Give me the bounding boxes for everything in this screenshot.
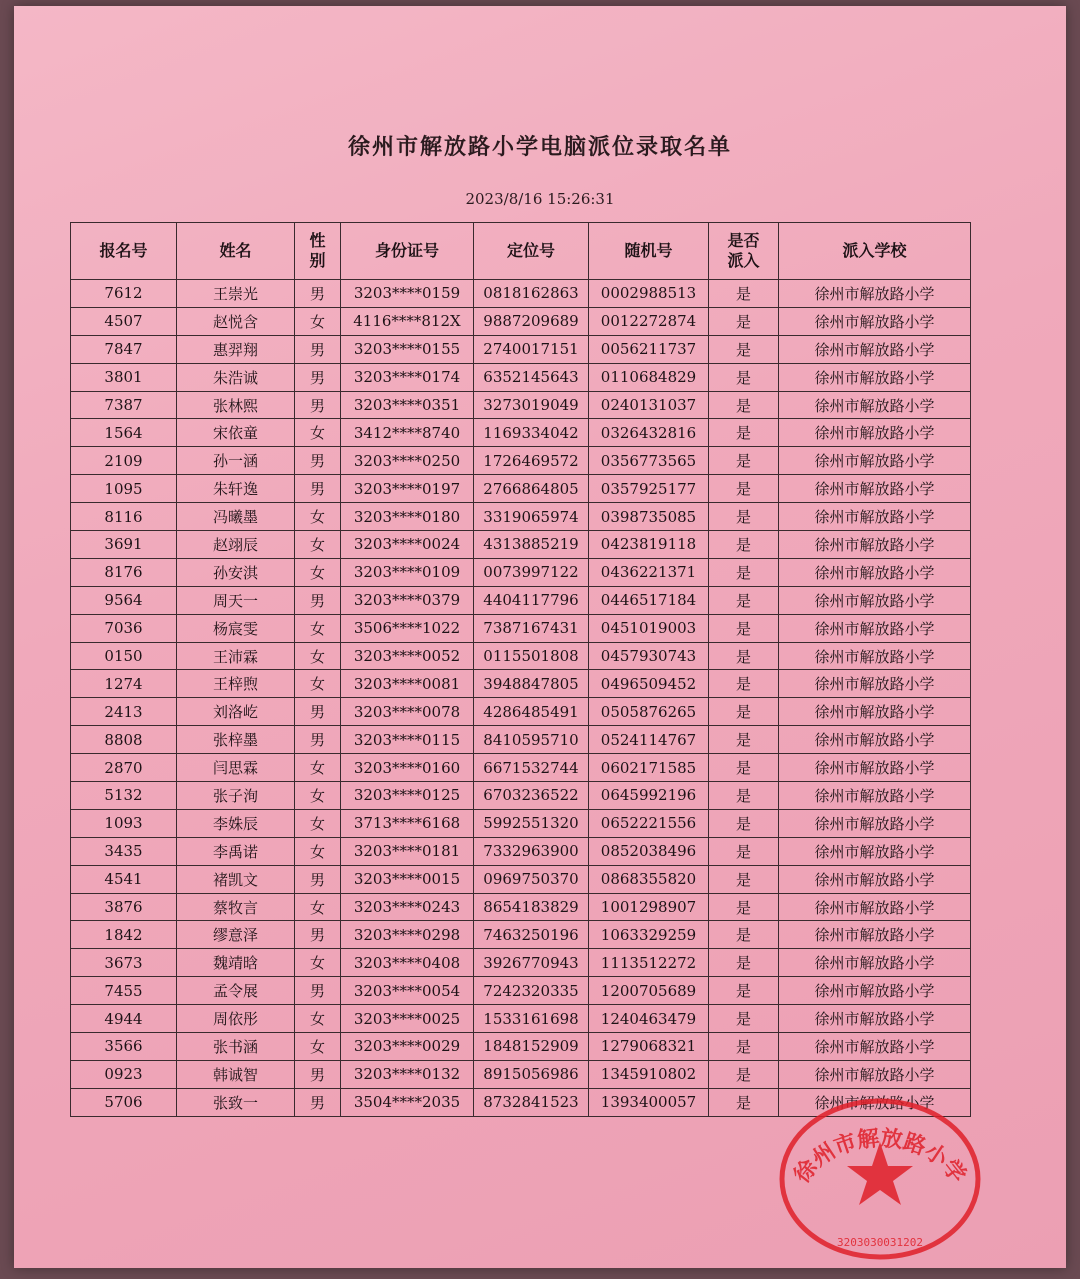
registration-no-cell: 4541 xyxy=(71,865,177,893)
student-name-cell: 惠羿翔 xyxy=(177,335,295,363)
assigned-school-cell: 徐州市解放路小学 xyxy=(779,391,971,419)
gender-cell: 女 xyxy=(295,558,341,586)
student-name-cell: 赵翊辰 xyxy=(177,531,295,559)
student-name-cell: 闫思霖 xyxy=(177,754,295,782)
header-position-no: 定位号 xyxy=(474,223,589,280)
student-name-cell: 张书涵 xyxy=(177,1033,295,1061)
student-name-cell: 刘洛屹 xyxy=(177,698,295,726)
position-no-cell: 5992551320 xyxy=(474,809,589,837)
assigned-school-cell: 徐州市解放路小学 xyxy=(779,642,971,670)
id-number-cell: 3203****0054 xyxy=(341,977,474,1005)
print-datetime: 2023/8/16 15:26:31 xyxy=(465,190,615,208)
gender-cell: 女 xyxy=(295,531,341,559)
table-row xyxy=(71,475,971,503)
id-number-cell: 3203****0109 xyxy=(341,558,474,586)
assigned-school-cell: 徐州市解放路小学 xyxy=(779,280,971,308)
gender-cell: 女 xyxy=(295,782,341,810)
position-no-cell: 8654183829 xyxy=(474,893,589,921)
table-row xyxy=(71,1060,971,1088)
random-no-cell: 0056211737 xyxy=(589,335,709,363)
header-gender: 性别 xyxy=(295,223,341,280)
assigned-cell: 是 xyxy=(709,949,779,977)
random-no-cell: 1200705689 xyxy=(589,977,709,1005)
table-row xyxy=(71,558,971,586)
table-row xyxy=(71,893,971,921)
random-no-cell: 0357925177 xyxy=(589,475,709,503)
assigned-school-cell: 徐州市解放路小学 xyxy=(779,503,971,531)
id-number-cell: 3203****0379 xyxy=(341,586,474,614)
registration-no-cell: 0150 xyxy=(71,642,177,670)
registration-no-cell: 5132 xyxy=(71,782,177,810)
registration-no-cell: 4507 xyxy=(71,307,177,335)
random-no-cell: 0602171585 xyxy=(589,754,709,782)
id-number-cell: 3203****0155 xyxy=(341,335,474,363)
id-number-cell: 3203****0351 xyxy=(341,391,474,419)
gender-cell: 男 xyxy=(295,391,341,419)
random-no-cell: 0868355820 xyxy=(589,865,709,893)
random-no-cell: 1279068321 xyxy=(589,1033,709,1061)
assigned-cell: 是 xyxy=(709,754,779,782)
assigned-cell: 是 xyxy=(709,614,779,642)
header-registration-no: 报名号 xyxy=(71,223,177,280)
position-no-cell: 4286485491 xyxy=(474,698,589,726)
assigned-school-cell: 徐州市解放路小学 xyxy=(779,949,971,977)
assigned-school-cell: 徐州市解放路小学 xyxy=(779,893,971,921)
random-no-cell: 0356773565 xyxy=(589,447,709,475)
random-no-cell: 0496509452 xyxy=(589,670,709,698)
position-no-cell: 1848152909 xyxy=(474,1033,589,1061)
table-row xyxy=(71,698,971,726)
assigned-cell: 是 xyxy=(709,1005,779,1033)
assigned-cell: 是 xyxy=(709,1033,779,1061)
id-number-cell: 4116****812X xyxy=(341,307,474,335)
student-name-cell: 孟令展 xyxy=(177,977,295,1005)
assigned-cell: 是 xyxy=(709,893,779,921)
assigned-school-cell: 徐州市解放路小学 xyxy=(779,698,971,726)
assigned-school-cell: 徐州市解放路小学 xyxy=(779,558,971,586)
table-row xyxy=(71,670,971,698)
gender-cell: 女 xyxy=(295,614,341,642)
table-row xyxy=(71,391,971,419)
gender-cell: 女 xyxy=(295,419,341,447)
table-row xyxy=(71,837,971,865)
registration-no-cell: 4944 xyxy=(71,1005,177,1033)
table-row xyxy=(71,782,971,810)
random-no-cell: 0110684829 xyxy=(589,363,709,391)
table-row xyxy=(71,949,971,977)
student-name-cell: 王崇光 xyxy=(177,280,295,308)
registration-no-cell: 1093 xyxy=(71,809,177,837)
gender-cell: 女 xyxy=(295,503,341,531)
header-assigned: 是否派入 xyxy=(709,223,779,280)
id-number-cell: 3203****0132 xyxy=(341,1060,474,1088)
position-no-cell: 1169334042 xyxy=(474,419,589,447)
assigned-cell: 是 xyxy=(709,726,779,754)
table-row xyxy=(71,726,971,754)
position-no-cell: 3273019049 xyxy=(474,391,589,419)
table-row xyxy=(71,419,971,447)
table-row xyxy=(71,1033,971,1061)
seal-text: 徐州市解放路小学 xyxy=(789,1125,971,1188)
random-no-cell: 0446517184 xyxy=(589,586,709,614)
student-name-cell: 王梓煦 xyxy=(177,670,295,698)
table-row xyxy=(71,503,971,531)
id-number-cell: 3203****0081 xyxy=(341,670,474,698)
document-title: 徐州市解放路小学电脑派位录取名单 xyxy=(347,134,732,160)
registration-no-cell: 7847 xyxy=(71,335,177,363)
header-id-number: 身份证号 xyxy=(341,223,474,280)
gender-cell: 男 xyxy=(295,280,341,308)
registration-no-cell: 7036 xyxy=(71,614,177,642)
student-name-cell: 孙安淇 xyxy=(177,558,295,586)
student-name-cell: 周依彤 xyxy=(177,1005,295,1033)
gender-cell: 女 xyxy=(295,1033,341,1061)
header-random-no: 随机号 xyxy=(589,223,709,280)
registration-no-cell: 5706 xyxy=(71,1088,177,1116)
student-name-cell: 朱浩诚 xyxy=(177,363,295,391)
position-no-cell: 3319065974 xyxy=(474,503,589,531)
table-row xyxy=(71,363,971,391)
id-number-cell: 3203****0025 xyxy=(341,1005,474,1033)
random-no-cell: 0423819118 xyxy=(589,531,709,559)
gender-cell: 男 xyxy=(295,475,341,503)
gender-cell: 女 xyxy=(295,670,341,698)
random-no-cell: 0436221371 xyxy=(589,558,709,586)
id-number-cell: 3203****0052 xyxy=(341,642,474,670)
position-no-cell: 0818162863 xyxy=(474,280,589,308)
student-name-cell: 缪意泽 xyxy=(177,921,295,949)
gender-cell: 女 xyxy=(295,949,341,977)
assigned-cell: 是 xyxy=(709,586,779,614)
table-row xyxy=(71,642,971,670)
student-name-cell: 张致一 xyxy=(177,1088,295,1116)
random-no-cell: 0852038496 xyxy=(589,837,709,865)
registration-no-cell: 7387 xyxy=(71,391,177,419)
random-no-cell: 0451019003 xyxy=(589,614,709,642)
random-no-cell: 0505876265 xyxy=(589,698,709,726)
gender-cell: 男 xyxy=(295,921,341,949)
gender-cell: 女 xyxy=(295,1005,341,1033)
random-no-cell: 0457930743 xyxy=(589,642,709,670)
id-number-cell: 3504****2035 xyxy=(341,1088,474,1116)
assigned-school-cell: 徐州市解放路小学 xyxy=(779,586,971,614)
registration-no-cell: 7455 xyxy=(71,977,177,1005)
assigned-cell: 是 xyxy=(709,1088,779,1116)
position-no-cell: 7242320335 xyxy=(474,977,589,1005)
gender-cell: 男 xyxy=(295,977,341,1005)
random-no-cell: 1345910802 xyxy=(589,1060,709,1088)
assigned-school-cell: 徐州市解放路小学 xyxy=(779,1005,971,1033)
assigned-school-cell: 徐州市解放路小学 xyxy=(779,447,971,475)
registration-no-cell: 1274 xyxy=(71,670,177,698)
student-name-cell: 孙一涵 xyxy=(177,447,295,475)
registration-no-cell: 9564 xyxy=(71,586,177,614)
position-no-cell: 6671532744 xyxy=(474,754,589,782)
assigned-cell: 是 xyxy=(709,782,779,810)
assigned-school-cell: 徐州市解放路小学 xyxy=(779,475,971,503)
assigned-cell: 是 xyxy=(709,921,779,949)
assigned-school-cell: 徐州市解放路小学 xyxy=(779,614,971,642)
assigned-school-cell: 徐州市解放路小学 xyxy=(779,1060,971,1088)
student-name-cell: 周天一 xyxy=(177,586,295,614)
table-row xyxy=(71,977,971,1005)
assigned-school-cell: 徐州市解放路小学 xyxy=(779,670,971,698)
id-number-cell: 3713****6168 xyxy=(341,809,474,837)
assigned-cell: 是 xyxy=(709,837,779,865)
registration-no-cell: 1564 xyxy=(71,419,177,447)
assigned-school-cell: 徐州市解放路小学 xyxy=(779,754,971,782)
document-sheet xyxy=(14,6,1066,1268)
registration-no-cell: 1842 xyxy=(71,921,177,949)
position-no-cell: 6703236522 xyxy=(474,782,589,810)
assigned-school-cell: 徐州市解放路小学 xyxy=(779,1088,971,1116)
gender-cell: 女 xyxy=(295,754,341,782)
random-no-cell: 0326432816 xyxy=(589,419,709,447)
random-no-cell: 0652221556 xyxy=(589,809,709,837)
assigned-cell: 是 xyxy=(709,419,779,447)
registration-no-cell: 3673 xyxy=(71,949,177,977)
assigned-cell: 是 xyxy=(709,391,779,419)
student-name-cell: 褚凯文 xyxy=(177,865,295,893)
assigned-cell: 是 xyxy=(709,977,779,1005)
assigned-school-cell: 徐州市解放路小学 xyxy=(779,335,971,363)
position-no-cell: 0115501808 xyxy=(474,642,589,670)
id-number-cell: 3203****0197 xyxy=(341,475,474,503)
gender-cell: 女 xyxy=(295,809,341,837)
student-name-cell: 李禹诺 xyxy=(177,837,295,865)
gender-cell: 男 xyxy=(295,447,341,475)
id-number-cell: 3506****1022 xyxy=(341,614,474,642)
gender-cell: 女 xyxy=(295,642,341,670)
gender-cell: 男 xyxy=(295,1060,341,1088)
position-no-cell: 8732841523 xyxy=(474,1088,589,1116)
student-name-cell: 王沛霖 xyxy=(177,642,295,670)
assigned-cell: 是 xyxy=(709,280,779,308)
assigned-cell: 是 xyxy=(709,809,779,837)
position-no-cell: 6352145643 xyxy=(474,363,589,391)
table-header-row xyxy=(71,223,971,280)
registration-no-cell: 2870 xyxy=(71,754,177,782)
assigned-cell: 是 xyxy=(709,307,779,335)
position-no-cell: 9887209689 xyxy=(474,307,589,335)
assigned-school-cell: 徐州市解放路小学 xyxy=(779,921,971,949)
table-row xyxy=(71,921,971,949)
registration-no-cell: 3801 xyxy=(71,363,177,391)
student-name-cell: 张子洵 xyxy=(177,782,295,810)
student-name-cell: 张林熙 xyxy=(177,391,295,419)
assigned-cell: 是 xyxy=(709,475,779,503)
random-no-cell: 0398735085 xyxy=(589,503,709,531)
random-no-cell: 1393400057 xyxy=(589,1088,709,1116)
position-no-cell: 2766864805 xyxy=(474,475,589,503)
registration-no-cell: 8808 xyxy=(71,726,177,754)
position-no-cell: 8410595710 xyxy=(474,726,589,754)
gender-cell: 女 xyxy=(295,893,341,921)
table-row xyxy=(71,754,971,782)
assigned-school-cell: 徐州市解放路小学 xyxy=(779,782,971,810)
gender-cell: 男 xyxy=(295,363,341,391)
assigned-school-cell: 徐州市解放路小学 xyxy=(779,1033,971,1061)
assigned-cell: 是 xyxy=(709,642,779,670)
registration-no-cell: 3691 xyxy=(71,531,177,559)
position-no-cell: 7463250196 xyxy=(474,921,589,949)
school-seal-stamp xyxy=(774,1094,986,1264)
gender-cell: 男 xyxy=(295,726,341,754)
table-row xyxy=(71,280,971,308)
header-school: 派入学校 xyxy=(779,223,971,280)
id-number-cell: 3203****0408 xyxy=(341,949,474,977)
assigned-cell: 是 xyxy=(709,503,779,531)
assigned-cell: 是 xyxy=(709,363,779,391)
id-number-cell: 3203****0250 xyxy=(341,447,474,475)
assigned-school-cell: 徐州市解放路小学 xyxy=(779,809,971,837)
random-no-cell: 0012272874 xyxy=(589,307,709,335)
id-number-cell: 3203****0174 xyxy=(341,363,474,391)
id-number-cell: 3203****0115 xyxy=(341,726,474,754)
assigned-school-cell: 徐州市解放路小学 xyxy=(779,865,971,893)
table-row xyxy=(71,307,971,335)
student-name-cell: 朱轩逸 xyxy=(177,475,295,503)
id-number-cell: 3203****0125 xyxy=(341,782,474,810)
random-no-cell: 0524114767 xyxy=(589,726,709,754)
table-row xyxy=(71,865,971,893)
id-number-cell: 3203****0159 xyxy=(341,280,474,308)
table-row xyxy=(71,1005,971,1033)
registration-no-cell: 7612 xyxy=(71,280,177,308)
assigned-school-cell: 徐州市解放路小学 xyxy=(779,531,971,559)
gender-cell: 男 xyxy=(295,586,341,614)
assigned-cell: 是 xyxy=(709,447,779,475)
student-name-cell: 韩诚智 xyxy=(177,1060,295,1088)
id-number-cell: 3203****0181 xyxy=(341,837,474,865)
assigned-cell: 是 xyxy=(709,865,779,893)
position-no-cell: 7387167431 xyxy=(474,614,589,642)
table-row xyxy=(71,531,971,559)
assigned-school-cell: 徐州市解放路小学 xyxy=(779,837,971,865)
assigned-cell: 是 xyxy=(709,335,779,363)
random-no-cell: 1001298907 xyxy=(589,893,709,921)
registration-no-cell: 8116 xyxy=(71,503,177,531)
random-no-cell: 0645992196 xyxy=(589,782,709,810)
student-name-cell: 宋依童 xyxy=(177,419,295,447)
random-no-cell: 1113512272 xyxy=(589,949,709,977)
registration-no-cell: 1095 xyxy=(71,475,177,503)
id-number-cell: 3203****0078 xyxy=(341,698,474,726)
gender-cell: 男 xyxy=(295,1088,341,1116)
random-no-cell: 0002988513 xyxy=(589,280,709,308)
random-no-cell: 0240131037 xyxy=(589,391,709,419)
assigned-school-cell: 徐州市解放路小学 xyxy=(779,977,971,1005)
student-name-cell: 魏靖晗 xyxy=(177,949,295,977)
position-no-cell: 2740017151 xyxy=(474,335,589,363)
registration-no-cell: 0923 xyxy=(71,1060,177,1088)
admission-table xyxy=(70,222,971,1117)
id-number-cell: 3412****8740 xyxy=(341,419,474,447)
registration-no-cell: 2109 xyxy=(71,447,177,475)
student-name-cell: 冯曦墨 xyxy=(177,503,295,531)
assigned-cell: 是 xyxy=(709,698,779,726)
table-row xyxy=(71,335,971,363)
assigned-cell: 是 xyxy=(709,558,779,586)
registration-no-cell: 3435 xyxy=(71,837,177,865)
position-no-cell: 8915056986 xyxy=(474,1060,589,1088)
position-no-cell: 3948847805 xyxy=(474,670,589,698)
registration-no-cell: 2413 xyxy=(71,698,177,726)
gender-cell: 女 xyxy=(295,837,341,865)
position-no-cell: 3926770943 xyxy=(474,949,589,977)
id-number-cell: 3203****0243 xyxy=(341,893,474,921)
position-no-cell: 0073997122 xyxy=(474,558,589,586)
position-no-cell: 4404117796 xyxy=(474,586,589,614)
table-row xyxy=(71,809,971,837)
assigned-school-cell: 徐州市解放路小学 xyxy=(779,363,971,391)
registration-no-cell: 3876 xyxy=(71,893,177,921)
assigned-school-cell: 徐州市解放路小学 xyxy=(779,419,971,447)
table-row xyxy=(71,614,971,642)
student-name-cell: 杨宸雯 xyxy=(177,614,295,642)
seal-code: 3203030031202 xyxy=(836,1236,924,1249)
position-no-cell: 1726469572 xyxy=(474,447,589,475)
id-number-cell: 3203****0298 xyxy=(341,921,474,949)
header-name: 姓名 xyxy=(177,223,295,280)
position-no-cell: 0969750370 xyxy=(474,865,589,893)
id-number-cell: 3203****0029 xyxy=(341,1033,474,1061)
table-row xyxy=(71,447,971,475)
assigned-cell: 是 xyxy=(709,670,779,698)
position-no-cell: 1533161698 xyxy=(474,1005,589,1033)
id-number-cell: 3203****0024 xyxy=(341,531,474,559)
registration-no-cell: 8176 xyxy=(71,558,177,586)
assigned-school-cell: 徐州市解放路小学 xyxy=(779,726,971,754)
gender-cell: 女 xyxy=(295,307,341,335)
assigned-cell: 是 xyxy=(709,531,779,559)
id-number-cell: 3203****0160 xyxy=(341,754,474,782)
random-no-cell: 1240463479 xyxy=(589,1005,709,1033)
student-name-cell: 李姝辰 xyxy=(177,809,295,837)
gender-cell: 男 xyxy=(295,865,341,893)
gender-cell: 男 xyxy=(295,698,341,726)
student-name-cell: 赵悦含 xyxy=(177,307,295,335)
id-number-cell: 3203****0180 xyxy=(341,503,474,531)
table-row xyxy=(71,586,971,614)
student-name-cell: 蔡牧言 xyxy=(177,893,295,921)
registration-no-cell: 3566 xyxy=(71,1033,177,1061)
id-number-cell: 3203****0015 xyxy=(341,865,474,893)
assigned-cell: 是 xyxy=(709,1060,779,1088)
random-no-cell: 1063329259 xyxy=(589,921,709,949)
gender-cell: 男 xyxy=(295,335,341,363)
position-no-cell: 7332963900 xyxy=(474,837,589,865)
assigned-school-cell: 徐州市解放路小学 xyxy=(779,307,971,335)
position-no-cell: 4313885219 xyxy=(474,531,589,559)
table-body xyxy=(71,280,971,1117)
student-name-cell: 张梓墨 xyxy=(177,726,295,754)
